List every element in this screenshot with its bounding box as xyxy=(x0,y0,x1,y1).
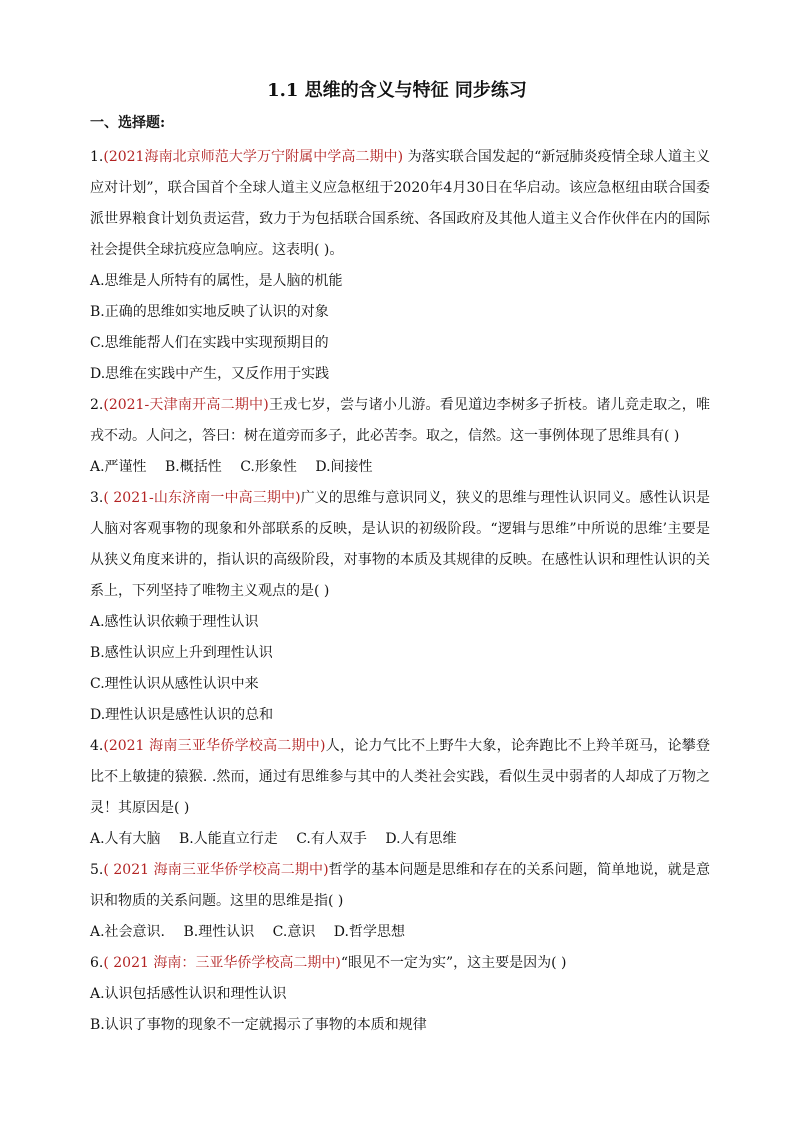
question-number: 6. xyxy=(90,955,104,971)
option: B.人能直立行走 xyxy=(179,831,278,847)
question-1-text xyxy=(90,142,710,266)
question-stem: “眼见不一定为实”，这主要是因为( ) xyxy=(340,955,567,971)
option: D.思维在实践中产生，又反作用于实践 xyxy=(90,366,330,382)
question-source: (2021海南北京师范大学万宁附属中学高二期中) xyxy=(103,149,404,165)
option: A.感性认识依赖于理性认识 xyxy=(90,614,259,630)
option: B.正确的思维如实地反映了认识的对象 xyxy=(90,304,329,320)
question-stem: 王戎七岁，尝与诸小儿游。看见道边李树多子折枝。诸儿竞走取之，唯戎不动。人问之，答曰：树在道旁而多子，此必苦李。取之，信然。这一事例体现了思维具有( ) xyxy=(90,397,710,444)
question-4-text xyxy=(90,731,710,824)
option: A.人有大脑 xyxy=(90,831,161,847)
question-number: 1. xyxy=(90,149,104,165)
question-2 xyxy=(90,390,710,483)
option: B.认识了事物的现象不一定就揭示了事物的本质和规律 xyxy=(90,1017,427,1033)
option: D.人有思维 xyxy=(385,831,457,847)
option: B.概括性 xyxy=(165,459,222,475)
section-heading: 一、选择题: xyxy=(90,115,166,131)
content-area xyxy=(90,110,710,1041)
option: C.理性认识从感性认识中来 xyxy=(90,676,259,692)
question-stem: 广义的思维与意识同义，狭义的思维与理性认识同义。感性认识是人脑对客观事物的现象和外部联系的反映，是认识的初级阶段。“逻辑与思维”中所说的思维’主要是从狭义角度来讲的，指认识的高级阶段，对事物的本质及其规律的反映。在感性认识和理性认识的关系上，下列坚持了唯物主义观点的是( ) xyxy=(90,490,710,599)
option: D.哲学思想 xyxy=(333,924,405,940)
option: C.思维能帮人们在实践中实现预期目的 xyxy=(90,335,329,351)
question-stem: 人，论力气比不上野牛大象，论奔跑比不上羚羊斑马，论攀登比不上敏捷的猿猴. .然而，通过有思维参与其中的人类社会实践，看似生灵中弱者的人却成了万物之灵！其原因是( ) xyxy=(90,738,710,816)
question-2-text xyxy=(90,390,710,452)
option: D.间接性 xyxy=(315,459,373,475)
question-1 xyxy=(90,142,710,390)
question-source: ( 2021-山东济南一中高三期中) xyxy=(103,490,301,506)
question-number: 3. xyxy=(90,490,104,506)
option: C.意识 xyxy=(272,924,316,940)
question-source: (2021 海南三亚华侨学校高二期中) xyxy=(103,738,326,754)
option: B.感性认识应上升到理性认识 xyxy=(90,645,273,661)
question-stem: 哲学的基本问题是思维和存在的关系问题，简单地说，就是意识和物质的关系问题。这里的思维是指( ) xyxy=(90,862,711,909)
question-3 xyxy=(90,483,710,731)
option: B.理性认识 xyxy=(183,924,255,940)
option: A.认识包括感性认识和理性认识 xyxy=(90,986,287,1002)
question-number: 4. xyxy=(90,738,104,754)
question-4 xyxy=(90,731,710,855)
question-number: 2. xyxy=(90,397,104,413)
option: C.有人双手 xyxy=(296,831,367,847)
option: A.思维是人所特有的属性，是人脑的机能 xyxy=(90,273,343,289)
question-6-text xyxy=(90,948,710,979)
question-5-text xyxy=(90,855,710,917)
option: C.形象性 xyxy=(240,459,297,475)
option: A.严谨性 xyxy=(90,459,147,475)
option-row xyxy=(90,824,710,855)
question-source: ( 2021 海南：三亚华侨学校高二期中) xyxy=(103,955,341,971)
page-title: 1.1 思维的含义与特征 同步练习 xyxy=(267,80,527,101)
option-row xyxy=(90,917,710,948)
question-5 xyxy=(90,855,710,948)
question-stem: 为落实联合国发起的“新冠肺炎疫情全球人道主义应对计划”，联合国首个全球人道主义应急枢纽于2020年4月30日在华启动。该应急枢纽由联合国委派世界粮食计划负责运营，致力于为包括联合国系统、各国政府及其他人道主义合作伙伴在内的国际社会提供全球抗疫应急响应。这表明( )。 xyxy=(90,149,710,258)
question-source: (2021-天津南开高二期中) xyxy=(103,397,269,413)
option: A.社会意识. xyxy=(90,924,166,940)
question-3-text xyxy=(90,483,710,607)
question-source: ( 2021 海南三亚华侨学校高二期中) xyxy=(103,862,329,878)
question-6 xyxy=(90,948,710,1041)
option: D.理性认识是感性认识的总和 xyxy=(90,707,274,723)
option-row xyxy=(90,452,710,483)
question-number: 5. xyxy=(90,862,104,878)
